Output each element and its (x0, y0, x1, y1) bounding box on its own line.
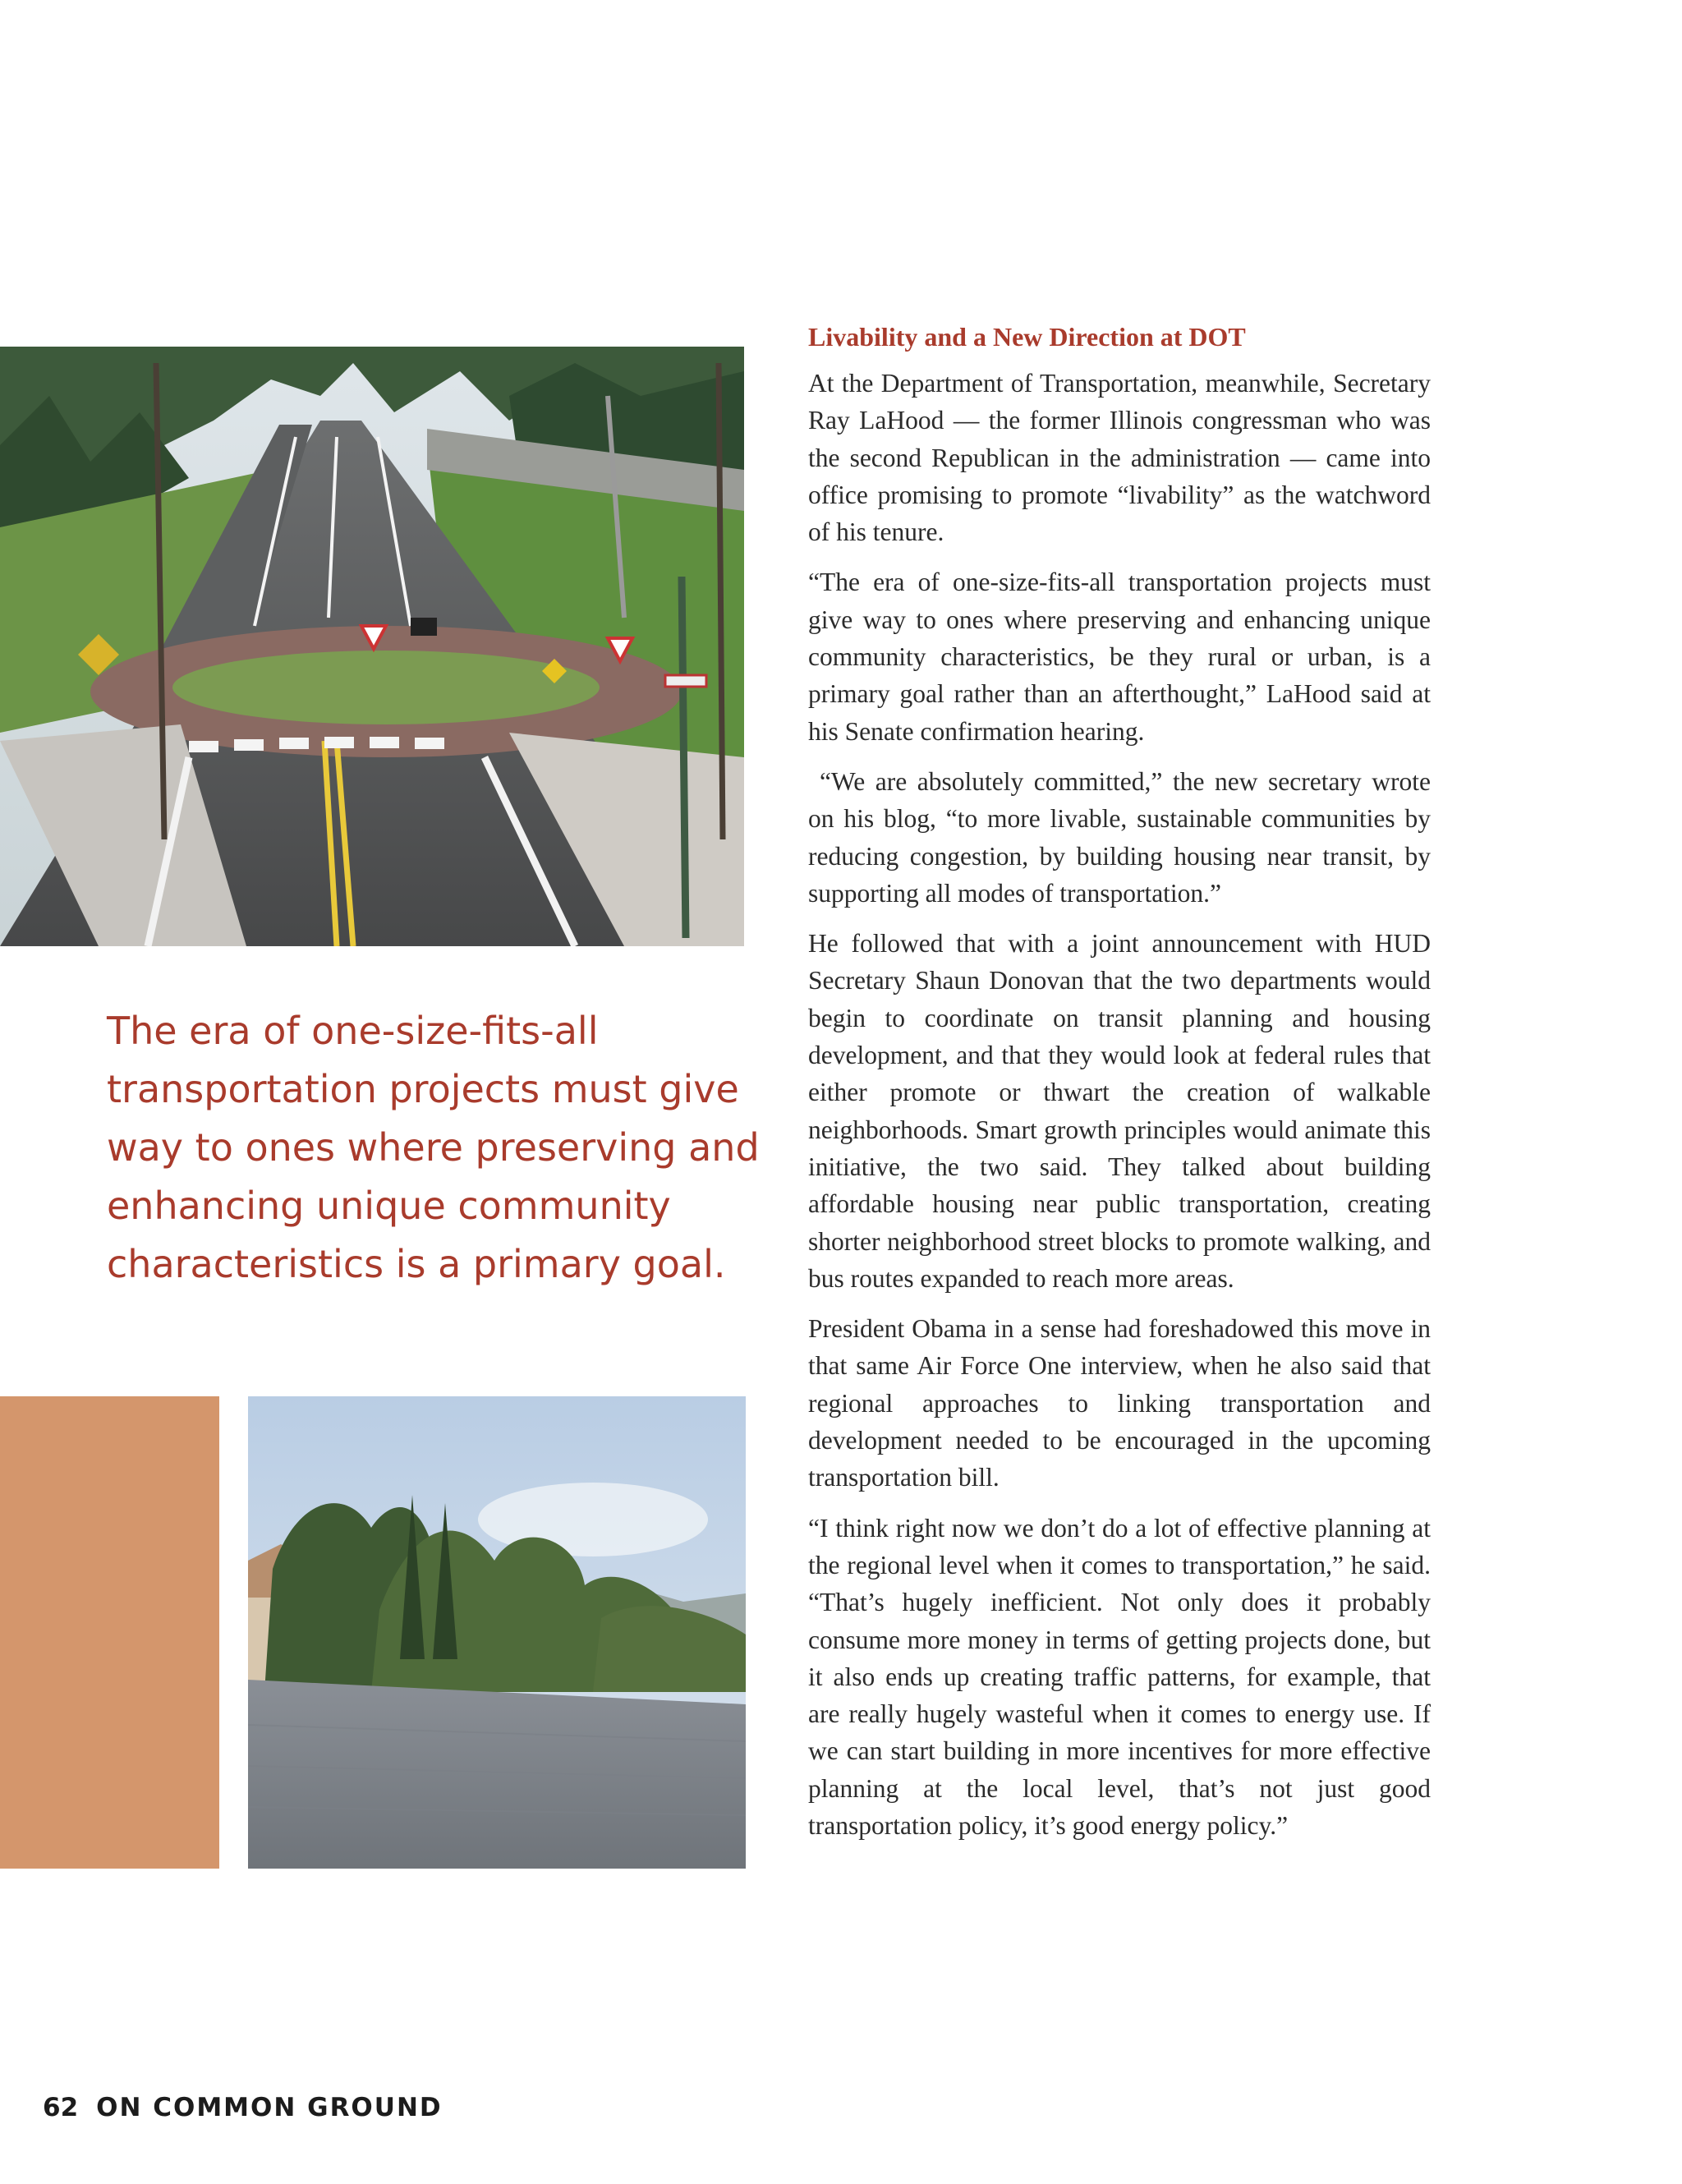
roundabout-photo (0, 347, 744, 946)
page-number: 62 (43, 2093, 79, 2122)
article-paragraph: At the Department of Transportation, meanwhile, Secretary Ray LaHood — the former Illinois congressman who was the second Republican in the administration — came into office promising to promote “livability” as the watchword of his tenure. (808, 369, 1431, 547)
pull-quote: The era of one-size-fits-all transportation projects must give way to ones where preserving and enhancing unique community characteristics is a primary goal. (107, 1009, 760, 1286)
article-column (808, 315, 1431, 1857)
publication-title: ON COMMON GROUND (96, 2093, 443, 2122)
article-paragraph: “We are absolutely committed,” the new secretary wrote on his blog, “to more livable, sustainable communities by reducing congestion, by building housing near transit, by supporting all modes of transportation.” (808, 766, 1431, 908)
article-paragraph: “I think right now we don’t do a lot of effective planning at the regional level when it comes to transportation,” he said. “That’s hugely inefficient. Not only does it probably consume more money in terms of getting projects done, but it also ends up creating traffic patterns, for example, that are really hugely wasteful when it comes to energy use. If we can start building in more incentives for more effective planning at the local level, that’s not just good transportation policy, it’s good energy policy.” (808, 1513, 1431, 1840)
article-paragraph: President Obama in a sense had foreshadowed this move in that same Air Force One interview, when he also said that regional approaches to linking transportation and development needed to be encouraged in the upcoming transportation bill. (808, 1314, 1431, 1492)
accent-block (0, 1396, 219, 1869)
article-paragraph: He followed that with a joint announcement with HUD Secretary Shaun Donovan that the two departments would begin to coordinate on transit planning and housing development, and that they would look at federal rules that either promote or thwart the creation of walkable neighborhoods. Smart growth principles would animate this initiative, the two said. They talked about building affordable housing near public transportation, creating shorter neighborhood street blocks to promote walking, and bus routes expanded to reach more areas. (808, 929, 1431, 1293)
article-heading: Livability and a New Direction at DOT (808, 322, 1246, 352)
sound-wall-photo (248, 1396, 746, 1869)
page-footer (43, 2093, 443, 2122)
article-paragraph: “The era of one-size-fits-all transportation projects must give way to ones where preserving and enhancing unique community characteristics, be they rural or urban, is a primary goal rather than an afterthought,” LaHood said at his Senate confirmation hearing. (808, 568, 1431, 746)
